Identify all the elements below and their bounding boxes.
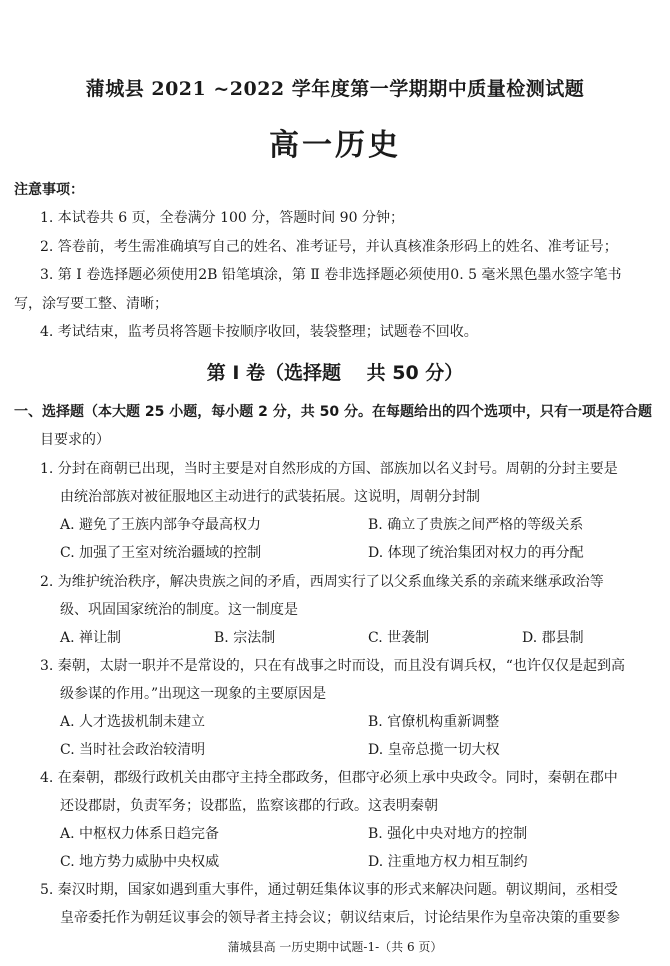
question-stem: 由统治部族对被征服地区主动进行的武装拓展。这说明，周朝分封制 [60, 489, 480, 505]
part-heading [14, 402, 656, 422]
exam-title: 蒲城县 2021 ~2022 学年度第一学期期中质量检测试题 [85, 78, 585, 100]
option-c: C. 加强了王室对统治疆域的控制 [60, 545, 262, 561]
option-a: A. 人才选拔机制未建立 [60, 714, 206, 730]
option-d: D. 注重地方权力相互制约 [368, 854, 528, 870]
notice-item: 2. 答卷前，考生需准确填写自己的姓名、准考证号，并认真核准条形码上的姓名、准考证号； [40, 239, 618, 255]
option-d: D. 皇帝总揽一切大权 [368, 742, 500, 758]
option-b: B. 宗法制 [214, 630, 276, 646]
question-stem: 3. 秦朝，太尉一职并不是常设的，只在有战事之时而设，而且没有调兵权，“也许仅仅是起到高 [40, 658, 625, 674]
option-b: B. 强化中央对地方的控制 [368, 826, 528, 842]
option-c: C. 地方势力威胁中央权威 [60, 854, 220, 870]
question-stem: 2. 为维护统治秩序，解决贵族之间的矛盾，西周实行了以父系血缘关系的亲疏来继承政治等 [40, 574, 604, 590]
question-stem: 5. 秦汉时期，国家如遇到重大事件，通过朝廷集体议事的形式来解决问题。朝议期间，丞相受 [40, 882, 618, 898]
question-stem: 4. 在秦朝，郡级行政机关由郡守主持全郡政务，但郡守必须上承中央政令。同时，秦朝在郡中 [40, 770, 618, 786]
page-footer: 蒲城县高 一历史期中试题-1-（共 6 页） [227, 940, 443, 954]
section-title: 第 Ⅰ 卷（选择题 共 50 分） [206, 362, 464, 384]
subject-title: 高一历史 [269, 128, 401, 163]
question-stem: 级参谋的作用。”出现这一现象的主要原因是 [60, 686, 327, 702]
option-c: C. 当时社会政治较清明 [60, 742, 206, 758]
question-stem: 皇帝委托作为朝廷议事会的领导者主持会议；朝议结束后，讨论结果作为皇帝决策的重要参 [60, 910, 620, 926]
question-stem: 1. 分封在商朝已出现，当时主要是对自然形成的方国、部族加以名义封号。周朝的分封主要是 [40, 461, 618, 477]
option-d: D. 郡县制 [522, 630, 584, 646]
part-heading-line: 目要求的） [40, 432, 110, 448]
option-c: C. 世袭制 [368, 630, 430, 646]
question-stem: 级、巩固国家统治的制度。这一制度是 [60, 602, 298, 618]
part-heading-line: 一、选择题（本大题 25 小题，每小题 2 分，共 50 分。在每题给出的四个选项中，只有一项是符合题 [14, 404, 652, 420]
option-b: B. 官僚机构重新调整 [368, 714, 500, 730]
option-a: A. 避免了王族内部争夺最高权力 [60, 517, 262, 533]
notice-item: 4. 考试结束，监考员将答题卡按顺序收回，装袋整理；试题卷不回收。 [40, 324, 478, 340]
notice-item: 1. 本试卷共 6 页，全卷满分 100 分，答题时间 90 分钟； [40, 210, 404, 226]
notice-heading: 注意事项： [14, 182, 84, 198]
option-a: A. 禅让制 [60, 630, 122, 646]
notice-item: 写，涂写要工整、清晰； [14, 296, 168, 312]
option-d: D. 体现了统治集团对权力的再分配 [368, 545, 584, 561]
question-stem: 还设郡尉，负责军务；设郡监，监察该郡的行政。这表明秦朝 [60, 798, 438, 814]
option-b: B. 确立了贵族之间严格的等级关系 [368, 517, 584, 533]
option-a: A. 中枢权力体系日趋完备 [60, 826, 220, 842]
notice-item: 3. 第 Ⅰ 卷选择题必须使用2B 铅笔填涂，第 Ⅱ 卷非选择题必须使用0. 5 毫米黑色墨水签字笔书 [40, 267, 622, 283]
